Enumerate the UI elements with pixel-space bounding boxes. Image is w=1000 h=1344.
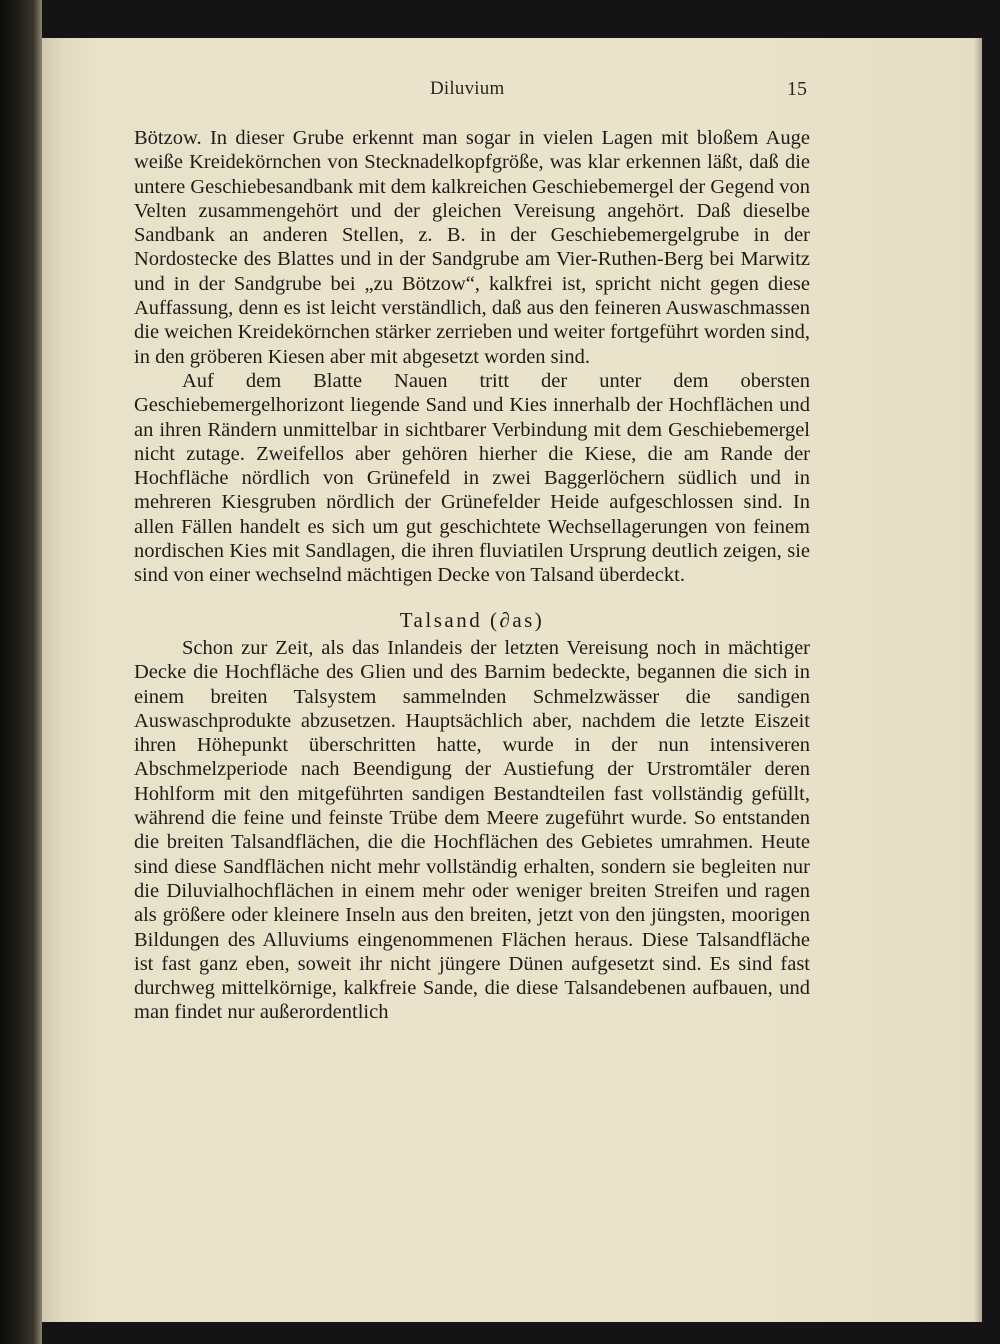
section-heading: Talsand (∂as) xyxy=(399,607,545,632)
page-number: 15 xyxy=(787,78,807,100)
running-title: Diluvium xyxy=(430,78,505,99)
book-binding xyxy=(0,0,42,1344)
paragraph-3: Schon zur Zeit, als das Inlandeis der letzten Vereisung noch in mächtiger Decke die Hochfläche des Glien und des Barnim bedeckte, begannen die sich in einem breiten Talsystem sammelnden Schmelzwässer die sandigen Auswaschprodukte abzusetzen. Hauptsächlich aber, nachdem die letzte Eiszeit ihren Höhepunkt überschritten hatte, wurde in der nun intensiveren Abschmelzperiode nach Beendigung der Austiefung der Urstromtäler deren Hohlform mit den mitgeführten sandigen Bestandteilen fast vollständig gefüllt, während die feine und feinste Trübe dem Meere zugeführt wurde. So entstanden die breiten Talsandflächen, die die Hochflächen des Gebietes umrahmen. Heute sind diese Sandflächen nicht mehr vollständig erhalten, sondern sie begleiten nur die Diluvialhochflächen in einem mehr oder weniger breiten Streifen und ragen als größere oder kleinere Inseln aus den breiten, jetzt von den jüngsten, moorigen Bildungen des Alluviums eingenommenen Flächen heraus. Diese Talsandfläche ist fast ganz eben, soweit ihr nicht jüngere Dünen aufgesetzt sind. Es sind fast durchweg mittelkörnige, kalkfreie Sande, die diese Talsandebenen aufbauen, und man findet nur außerordentlich xyxy=(134,636,810,1024)
page-edge-shadow xyxy=(974,38,982,1322)
book-page xyxy=(42,38,982,1322)
paragraph-1: Bötzow. In dieser Grube erkennt man sogar in vielen Lagen mit bloßem Auge weiße Kreidekörnchen von Stecknadelkopfgröße, was klar erkennen läßt, daß die untere Geschiebesandbank mit dem kalkreichen Geschiebemergel der Gegend von Velten zusammengehört und der gleichen Vereisung angehört. Daß dieselbe Sandbank an anderen Stellen, z. B. in der Geschiebemergelgrube in der Nordostecke des Blattes und in der Sandgrube am Vier-Ruthen-Berg bei Marwitz und in der Sandgrube bei „zu Bötzow“, kalkfrei ist, spricht nicht gegen diese Auffassung, denn es ist leicht verständlich, daß aus den feineren Auswaschmassen die weichen Kreidekörnchen stärker zerrieben und weiter fortgeführt worden sind, in den gröberen Kiesen aber mit abgesetzt worden sind. xyxy=(134,127,810,368)
body-text xyxy=(134,126,810,1025)
paragraph-2: Auf dem Blatte Nauen tritt der unter dem obersten Geschiebemergelhorizont liegende Sand und Kies innerhalb der Hochflächen und an ihren Rändern unmittelbar in sichtbarer Verbindung mit dem Geschiebemergel nicht zutage. Zweifellos aber gehören hierher die Kiese, die am Rande der Hochfläche nördlich von Grünefeld in zwei Baggerlöchern südlich und in mehreren Kiesgruben nördlich der Grünefelder Heide aufgeschlossen sind. In allen Fällen handelt es sich um gut geschichtete Wechsellagerungen von feinem nordischen Kies mit Sandlagen, die ihren fluviatilen Ursprung deutlich zeigen, sie sind von einer wechselnd mächtigen Decke von Talsand überdeckt. xyxy=(134,369,810,587)
running-header xyxy=(42,78,982,108)
